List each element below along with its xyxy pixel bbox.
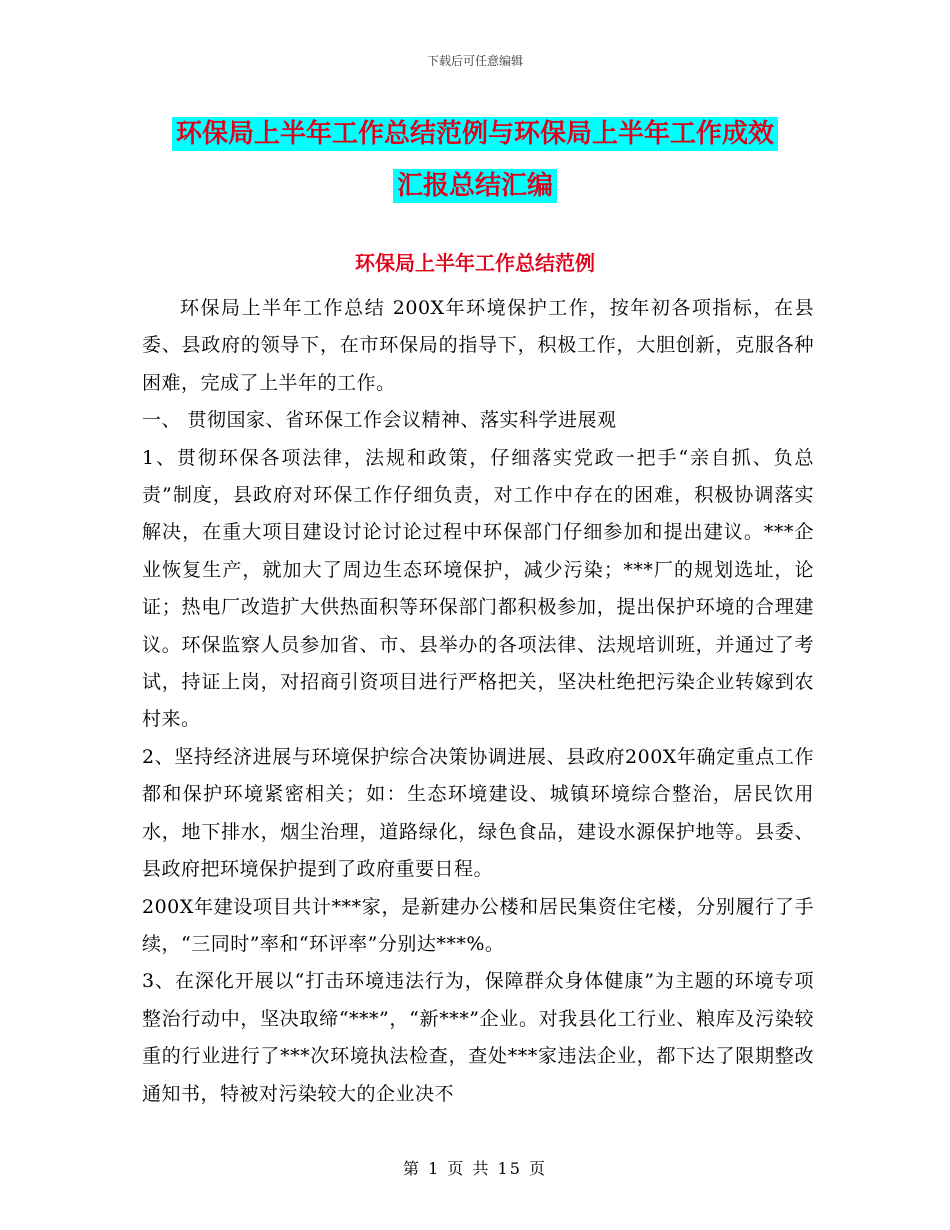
title-line-2: 汇报总结汇编 bbox=[393, 169, 557, 203]
paragraph-heading-1: 一、 贯彻国家、省环保工作会议精神、落实科学进展观 bbox=[142, 409, 617, 432]
document-body bbox=[142, 290, 814, 1113]
title-line-1: 环保局上半年工作总结范例与环保局上半年工作成效 bbox=[172, 117, 778, 151]
section-title: 环保局上半年工作总结范例 bbox=[355, 251, 595, 275]
page-number: 第 1 页 共 15 页 bbox=[403, 1159, 547, 1178]
header-note: 下载后可任意编辑 bbox=[426, 54, 523, 68]
paragraph-1: 1、贯彻环保各项法律，法规和政策，仔细落实党政一把手“亲自抓、负总责”制度，县政府对环保工作仔细负责，对工作中存在的困难，积极协调落实解决，在重大项目建设讨论讨论过程中环保部门仔细参加和提出建议。***企业恢复生产，就加大了周边生态环境保护，减少污染；***厂的规划选址，论证；热电厂改造扩大供热面积等环保部门都积极参加，提出保护环境的合理建议。环保监察人员参加省、市、县举办的各项法律、法规培训班，并通过了考试，持证上岗，对招商引资项目进行严格把关，坚决杜绝把污染企业转嫁到农村来。 bbox=[142, 446, 814, 731]
paragraph-3: 3、在深化开展以“打击环境违法行为，保障群众身体健康”为主题的环境专项整治行动中，坚决取缔“***”，“新***”企业。对我县化工行业、粮库及污染较重的行业进行了***次环境执法检查，查处***家违法企业，都下达了限期整改通知书，特被对污染较大的企业决不 bbox=[142, 970, 814, 1105]
paragraph-intro: 环保局上半年工作总结 200X年环境保护工作，按年初各项指标，在县委、县政府的领导下，在市环保局的指导下，积极工作，大胆创新，克服各种困难，完成了上半年的工作。 bbox=[142, 297, 814, 394]
paragraph-2-cont: 200X年建设项目共计***家，是新建办公楼和居民集资住宅楼，分别履行了手续，“三同时”率和“环评率”分别达***%。 bbox=[142, 895, 814, 955]
document-title bbox=[0, 108, 950, 212]
paragraph-2: 2、坚持经济进展与环境保护综合决策协调进展、县政府200X年确定重点工作都和保护环境紧密相关；如：生态环境建设、城镇环境综合整治，居民饮用水，地下排水，烟尘治理，道路绿化，绿色食品，建设水源保护地等。县委、县政府把环境保护提到了政府重要日程。 bbox=[142, 745, 814, 881]
